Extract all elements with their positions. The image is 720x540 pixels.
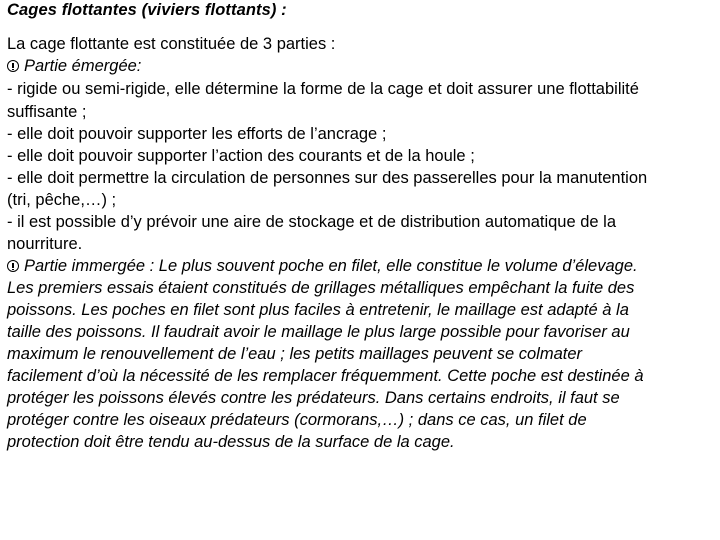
- section-immergee-first-line-text: Partie immergée : Le plus souvent poche en filet, elle constitue le volume d’élevage.: [24, 257, 638, 275]
- page-title: Cages flottantes (viviers flottants) :: [7, 1, 287, 19]
- immergee-line: protection doit être tendu au-dessus de la surface de la cage.: [7, 433, 455, 451]
- emergee-line: suffisante ;: [7, 103, 87, 121]
- intro-text: La cage flottante est constituée de 3 parties :: [7, 35, 336, 53]
- immergee-line: protéger les poissons élevés contre les prédateurs. Dans certains endroits, il faut se: [7, 389, 620, 407]
- immergee-line: facilement d’où la nécessité de les remplacer fréquemment. Cette poche est destinée à: [7, 367, 644, 385]
- emergee-line: - rigide ou semi-rigide, elle détermine la forme de la cage et doit assurer une flottabilité: [7, 80, 639, 98]
- immergee-line: poissons. Les poches en filet sont plus faciles à entretenir, le maillage est adapté à la: [7, 301, 629, 319]
- emergee-line: - elle doit pouvoir supporter les efforts de l’ancrage ;: [7, 125, 387, 143]
- clock-icon: [7, 260, 19, 272]
- immergee-line: Les premiers essais étaient constitués de grillages métalliques empêchant la fuite des: [7, 279, 635, 297]
- emergee-line: nourriture.: [7, 235, 83, 253]
- section-emergee-heading: [7, 56, 141, 76]
- emergee-line: - elle doit permettre la circulation de personnes sur des passerelles pour la manutention: [7, 169, 648, 187]
- immergee-line: maximum le renouvellement de l’eau ; les petits maillages peuvent se colmater: [7, 345, 583, 363]
- clock-icon: [7, 60, 19, 72]
- immergee-line: protéger contre les oiseaux prédateurs (cormorans,…) ; dans ce cas, un filet de: [7, 411, 587, 429]
- section-immergee-first-line: [7, 256, 638, 276]
- emergee-line: (tri, pêche,…) ;: [7, 191, 117, 209]
- emergee-line: - il est possible d’y prévoir une aire de stockage et de distribution automatique de la: [7, 213, 617, 231]
- section-emergee-heading-text: Partie émergée:: [24, 57, 142, 75]
- emergee-line: - elle doit pouvoir supporter l’action des courants et de la houle ;: [7, 147, 475, 165]
- immergee-line: taille des poissons. Il faudrait avoir le maillage le plus large possible pour favoriser au: [7, 323, 630, 341]
